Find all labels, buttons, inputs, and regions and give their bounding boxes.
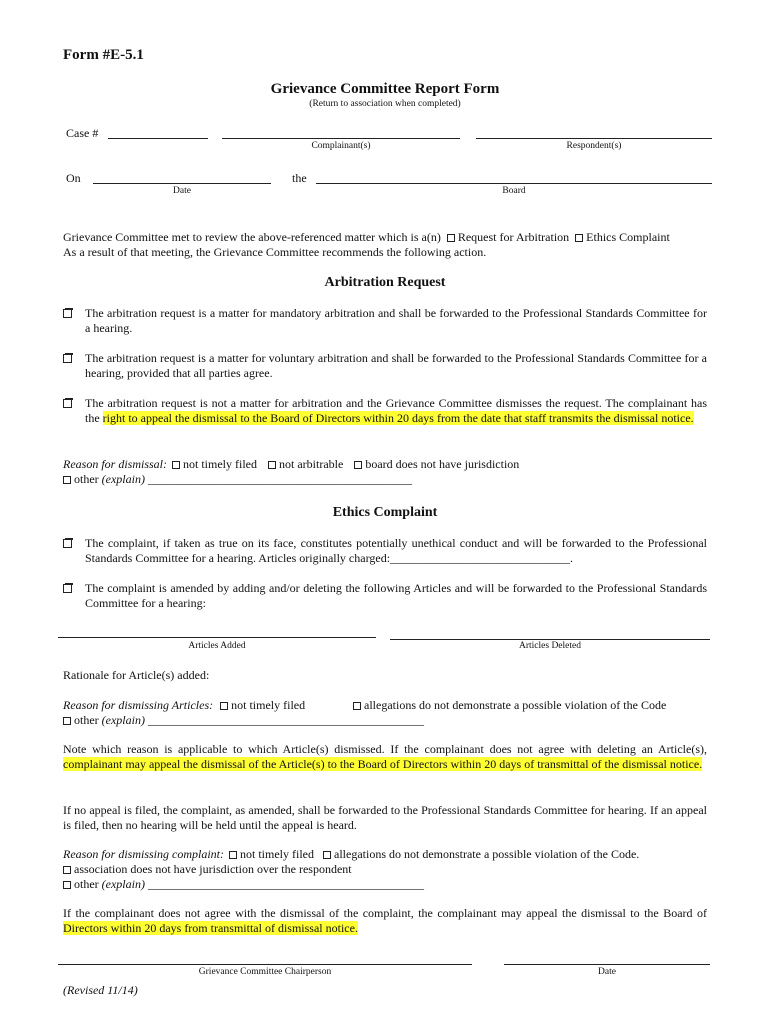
reason-for-dismissal-label: Reason for dismissal:	[63, 457, 168, 471]
articles-added-label: Articles Added	[188, 641, 246, 651]
articles-deleted-label: Articles Deleted	[519, 641, 581, 651]
no-jurisdiction-label: board does not have jurisdiction	[365, 457, 520, 471]
articles-deleted-field[interactable]	[390, 639, 710, 640]
the-label: the	[292, 171, 307, 185]
final-plain: If the complainant does not agree with the dismissal of the complaint, the complainant may appeal the dismissal to the Board of	[63, 906, 707, 920]
complaint-other-checkbox[interactable]	[63, 881, 71, 889]
ethics-forward-plain: The complaint, if taken as true on its face, constitutes potentially unethical conduct and will be forwarded to the Professional Standards Committee for a hearing. Articles originally charged:	[85, 536, 707, 565]
chairperson-signature-field[interactable]	[58, 964, 472, 965]
dismiss-complaint-row	[63, 847, 639, 862]
chairperson-label: Grievance Committee Chairperson	[198, 967, 332, 977]
arbitration-other-checkbox[interactable]	[63, 476, 71, 484]
articles-allegations-label: allegations do not demonstrate a possible violation of the Code	[364, 698, 667, 712]
ethics-complaint-label: Ethics Complaint	[586, 230, 670, 244]
complaint-not-timely-label: not timely filed	[240, 847, 314, 861]
signature-date-label: Date	[598, 967, 616, 977]
meeting-date-field[interactable]	[93, 183, 271, 184]
no-jurisdiction-checkbox[interactable]	[354, 461, 362, 469]
arbitration-voluntary-text: The arbitration request is a matter for voluntary arbitration and shall be forwarded to the Professional Standards Committee for a hearing, provided that all parties agree.	[85, 351, 707, 380]
arbitration-other-row	[63, 472, 412, 487]
not-timely-filed-label: not timely filed	[183, 457, 258, 471]
arbitration-reason-row	[63, 457, 519, 472]
articles-allegations-checkbox[interactable]	[353, 702, 361, 710]
complaint-explain-label: (explain)	[101, 877, 145, 891]
complaint-allegations-checkbox[interactable]	[323, 851, 331, 859]
intro-line-2: As a result of that meeting, the Grievance Committee recommends the following action.	[63, 245, 487, 259]
articles-other-label: other	[74, 713, 99, 727]
articles-added-field[interactable]	[58, 637, 376, 638]
final-paragraph	[63, 906, 707, 936]
complaint-jurisdiction-row	[63, 862, 352, 877]
request-arbitration-checkbox[interactable]	[447, 234, 455, 242]
dismiss-articles-label: Reason for dismissing Articles:	[63, 698, 214, 712]
board-field[interactable]	[316, 183, 712, 184]
other-label: other	[74, 472, 99, 486]
dismiss-complaint-label: Reason for dismissing complaint:	[63, 847, 224, 861]
ethics-heading: Ethics Complaint	[332, 505, 438, 520]
arbitration-voluntary-checkbox[interactable]	[63, 353, 74, 364]
note-highlight: complainant may appeal the dismissal of the Article(s) to the Board of Directors within 20 days of transmittal of the dismissal notice.	[63, 757, 703, 771]
revision-note: (Revised 11/14)	[63, 983, 138, 997]
intro-text: Grievance Committee met to review the above-referenced matter which is a(n)	[63, 230, 441, 244]
complaint-other-row	[63, 877, 424, 892]
form-subtitle: (Return to association when completed)	[309, 99, 461, 109]
arbitration-dismiss-checkbox[interactable]	[63, 398, 74, 409]
not-arbitrable-label: not arbitrable	[279, 457, 344, 471]
articles-allegations-option	[353, 698, 666, 713]
on-label: On	[66, 171, 81, 185]
articles-not-timely-checkbox[interactable]	[220, 702, 228, 710]
complaint-allegations-label: allegations do not demonstrate a possible violation of the Code.	[334, 847, 640, 861]
dismiss-articles-other-row	[63, 713, 424, 728]
arbitration-dismiss-plain: The arbitration request is not a matter for arbitration and the Grievance Committee dismisses the request. The complainant has the	[85, 396, 707, 425]
case-number-field[interactable]	[108, 138, 208, 139]
respondent-label: Respondent(s)	[566, 141, 622, 151]
final-highlight: Directors within 20 days from transmittal of dismissal notice.	[63, 921, 358, 935]
dismiss-articles-row	[63, 698, 707, 713]
arbitration-other-field[interactable]: ____________________________________________	[147, 472, 412, 486]
complaint-other-field[interactable]: ______________________________________________	[147, 877, 424, 891]
arbitration-mandatory-checkbox[interactable]	[63, 308, 74, 319]
form-title: Grievance Committee Report Form	[270, 81, 500, 97]
note-paragraph	[63, 742, 707, 772]
articles-explain-label: (explain)	[101, 713, 145, 727]
rationale-label: Rationale for Article(s) added:	[63, 668, 210, 682]
no-appeal-paragraph: If no appeal is filed, the complaint, as amended, shall be forwarded to the Professional Standards Committee for hearing. If an appeal is filed, then no hearing will be held until the appeal is heard.	[63, 803, 707, 832]
form-number: Form #E-5.1	[63, 47, 144, 63]
date-label: Date	[173, 186, 191, 196]
request-arbitration-label: Request for Arbitration	[457, 230, 570, 244]
ethics-amended-text: The complaint is amended by adding and/or deleting the following Articles and will be forwarded to the Professional Standards Committee for a hearing:	[85, 581, 707, 610]
arbitration-heading: Arbitration Request	[324, 275, 446, 290]
articles-other-field[interactable]: ______________________________________________	[147, 713, 424, 727]
note-plain: Note which reason is applicable to which Article(s) dismissed. If the complainant does not agree with deleting an Article(s),	[63, 742, 707, 756]
complainant-label: Complainant(s)	[311, 141, 371, 151]
intro-line-1	[63, 230, 670, 245]
complaint-other-label: other	[74, 877, 99, 891]
articles-other-checkbox[interactable]	[63, 717, 71, 725]
board-label: Board	[502, 186, 526, 196]
complaint-not-timely-checkbox[interactable]	[229, 851, 237, 859]
arbitration-appeal-highlight: right to appeal the dismissal to the Board of Directors within 20 days from the date that staff transmits the dismissal notice.	[102, 411, 694, 425]
arbitration-dismiss-text	[85, 396, 707, 426]
articles-not-timely-label: not timely filed	[231, 698, 306, 712]
ethics-forward-checkbox[interactable]	[63, 538, 74, 549]
complaint-jurisdiction-checkbox[interactable]	[63, 866, 71, 874]
signature-date-field[interactable]	[504, 964, 710, 965]
case-label: Case #	[66, 126, 99, 140]
complainant-field[interactable]	[222, 138, 460, 139]
explain-label: (explain)	[101, 472, 145, 486]
not-arbitrable-checkbox[interactable]	[268, 461, 276, 469]
arbitration-mandatory-text: The arbitration request is a matter for mandatory arbitration and shall be forwarded to the Professional Standards Committee for a hearing.	[85, 306, 707, 335]
articles-charged-field[interactable]: ______________________________.	[390, 551, 574, 565]
not-timely-filed-checkbox[interactable]	[172, 461, 180, 469]
ethics-amended-checkbox[interactable]	[63, 583, 74, 594]
ethics-complaint-checkbox[interactable]	[575, 234, 583, 242]
respondent-field[interactable]	[476, 138, 712, 139]
complaint-jurisdiction-label: association does not have jurisdiction over the respondent	[74, 862, 352, 876]
ethics-forward-text	[85, 536, 707, 566]
